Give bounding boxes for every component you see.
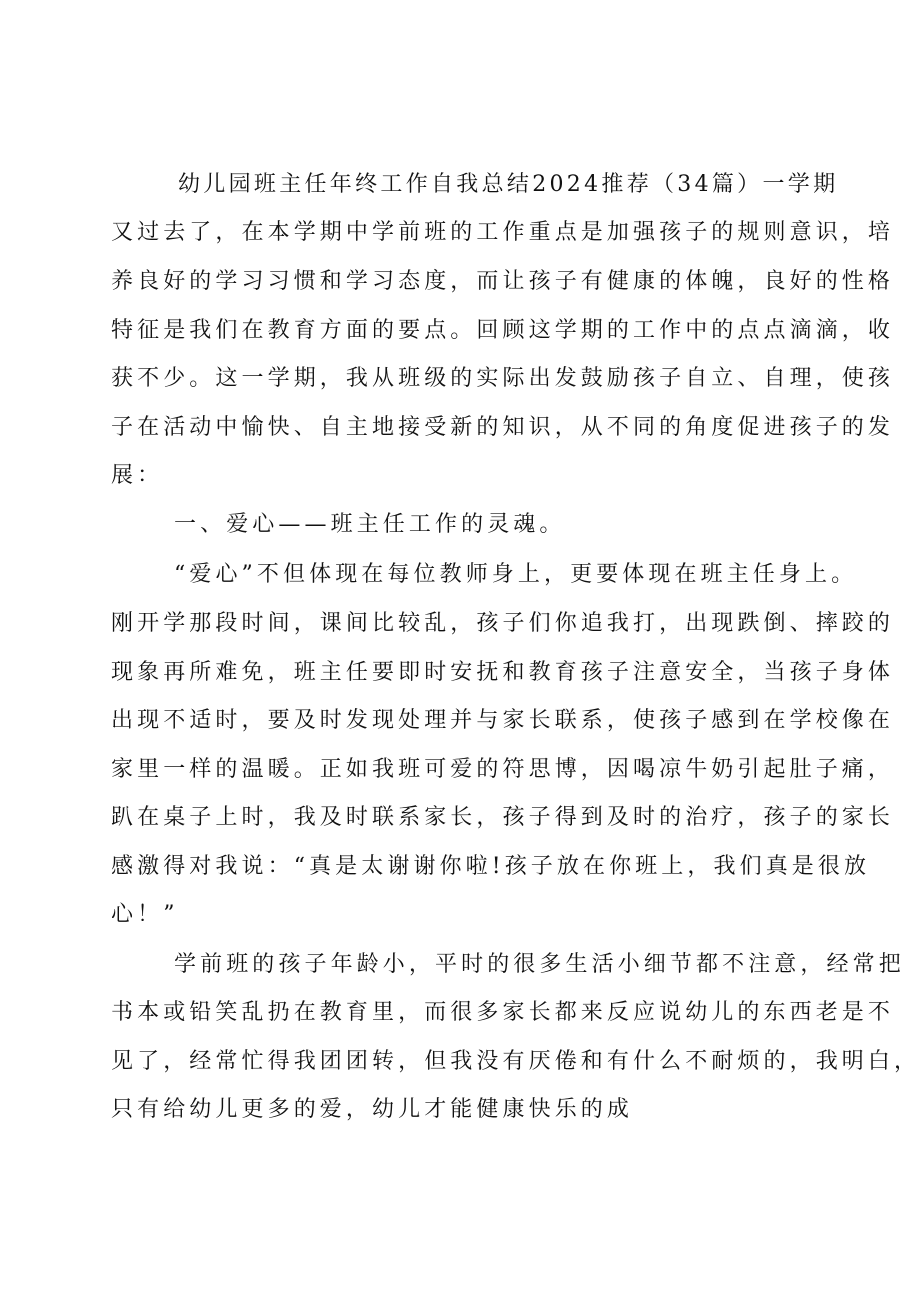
- paragraph-1-line-5: 获不少。这一学期，我从班级的实际出发鼓励孩子自立、自理，使孩: [111, 366, 895, 391]
- paragraph-3-line-3: 见了，经常忙得我团团转，但我没有厌倦和有什么不耐烦的，我明白，: [111, 1049, 920, 1074]
- paragraph-2-line-2: 刚开学那段时间，课间比较乱，孩子们你追我打，出现跌倒、摔跤的: [111, 611, 895, 636]
- paragraph-1-line-6: 子在活动中愉快、自主地接受新的知识，从不同的角度促进孩子的发: [111, 415, 895, 440]
- paragraph-2-line-5: 家里一样的温暖。正如我班可爱的符思博，因喝凉牛奶引起肚子痛，: [111, 757, 895, 782]
- paragraph-2-line-8: 心！”: [111, 902, 179, 927]
- paragraph-2-line-7: 感激得对我说：“真是太谢谢你啦!孩子放在你班上，我们真是很放: [111, 854, 871, 879]
- paragraph-1-line-1: 幼儿园班主任年终工作自我总结2024推荐（34篇）一学期: [178, 172, 839, 197]
- paragraph-3-line-1: 学前班的孩子年龄小，平时的很多生活小细节都不注意，经常把: [174, 952, 905, 977]
- paragraph-1-line-3: 养良好的学习习惯和学习态度，而让孩子有健康的体魄，良好的性格: [111, 269, 895, 294]
- paragraph-3-line-4: 只有给幼儿更多的爱，幼儿才能健康快乐的成: [111, 1097, 634, 1122]
- paragraph-3-line-2: 书本或铅笑乱扔在教育里，而很多家长都来反应说幼儿的东西老是不: [111, 1000, 895, 1025]
- section-heading-1: 一、爱心——班主任工作的灵魂。: [174, 512, 566, 537]
- paragraph-1-line-4: 特征是我们在教育方面的要点。回顾这学期的工作中的点点滴滴，收: [111, 318, 895, 343]
- paragraph-2-line-6: 趴在桌子上时，我及时联系家长，孩子得到及时的治疗，孩子的家长: [111, 805, 895, 830]
- paragraph-2-line-3: 现象再所难免，班主任要即时安抚和教育孩子注意安全，当孩子身体: [111, 660, 895, 685]
- paragraph-2-line-4: 出现不适时，要及时发现处理并与家长联系，使孩子感到在学校像在: [111, 708, 895, 733]
- paragraph-2-line-1: “爱心”不但体现在每位教师身上，更要体现在班主任身上。: [174, 562, 858, 587]
- paragraph-1-line-7: 展：: [111, 463, 164, 488]
- paragraph-1-line-2: 又过去了，在本学期中学前班的工作重点是加强孩子的规则意识，培: [111, 220, 895, 245]
